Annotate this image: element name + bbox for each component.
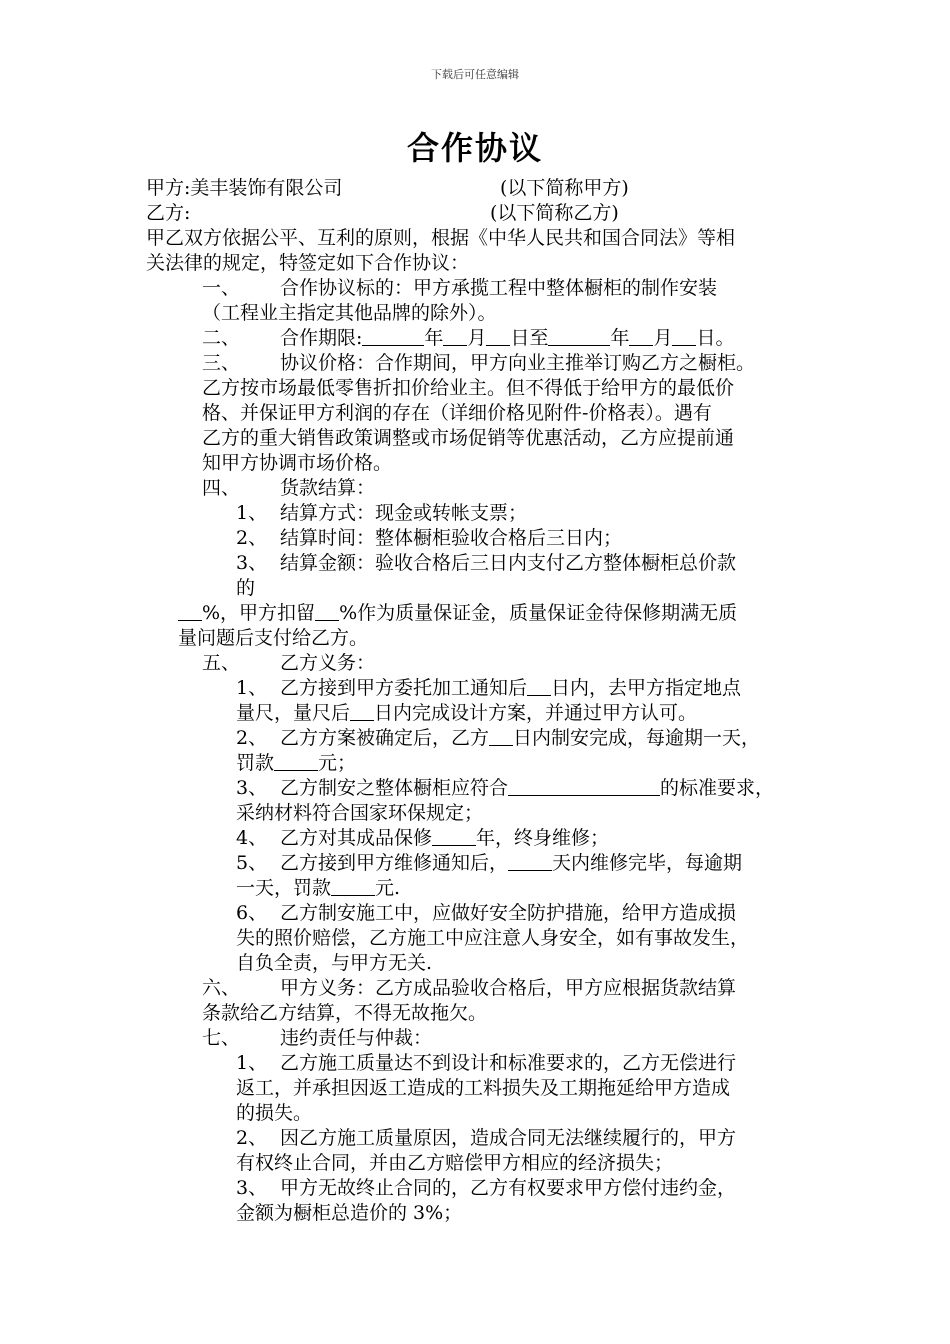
item-text: 量问题后支付给乙方。 [178, 627, 369, 649]
section-text: 格、并保证甲方利润的存在（详细价格见附件-价格表）。遇有 [202, 402, 712, 424]
item-number: 3、 [236, 1177, 268, 1199]
item-text-part: 乙方接到甲方委托加工通知后 [280, 677, 528, 699]
item-text: 甲方无故终止合同的，乙方有权要求甲方偿付违约金， [280, 1177, 737, 1199]
period-text: 月 [467, 327, 487, 349]
item-text-part: 元； [318, 752, 357, 774]
item-text: 失的照价赔偿，乙方施工中应注意人身安全，如有事故发生， [236, 927, 750, 949]
item-text: 结算方式：现金或转帐支票； [280, 502, 528, 524]
item-text-part: 日内制安完成，每逾期一天， [513, 727, 761, 749]
item-text-part: 一天，罚款 [236, 877, 332, 899]
item-text-part: 量尺，量尺后 [236, 702, 351, 724]
section-text: 乙方的重大销售政策调整或市场促销等优惠活动，乙方应提前通 [202, 427, 735, 449]
item-text: 的 [236, 577, 256, 599]
blank-field [527, 677, 551, 696]
party-a-note: (以下简称甲方) [500, 177, 629, 199]
item-number: 1、 [236, 677, 268, 699]
blank-field [331, 877, 375, 896]
item-text-part: 罚款 [236, 752, 275, 774]
item-text [280, 851, 742, 876]
blank-field [508, 852, 552, 871]
item-text: 乙方制安施工中，应做好安全防护措施，给甲方造成损 [280, 902, 737, 924]
item-text: 采纳材料符合国家环保规定； [236, 802, 484, 824]
item-text: 的损失。 [236, 1102, 313, 1124]
section-text: 知甲方协调市场价格。 [202, 452, 393, 474]
item-text-part: 年，终身维修； [476, 827, 610, 849]
item-text: 金额为橱柜总造价的 3%； [236, 1202, 463, 1224]
item-text-part: 乙方接到甲方维修通知后， [280, 852, 509, 874]
section-number: 四、 [202, 477, 241, 499]
blank-field [178, 602, 202, 621]
item-text [280, 826, 609, 851]
item-text: %，甲方扣留 [202, 602, 316, 624]
period-label: 合作期限: [280, 327, 363, 349]
period-text: 年 [610, 327, 630, 349]
period-text: 日至 [510, 327, 549, 349]
blank-field [548, 327, 610, 346]
settlement-amount-line [178, 601, 737, 626]
item-number: 3、 [236, 777, 268, 799]
period-text: 年 [424, 327, 444, 349]
item-text: 结算金额：验收合格后三日内支付乙方整体橱柜总价款 [280, 552, 737, 574]
item-number: 5、 [236, 852, 268, 874]
section-text: 合作协议标的：甲方承揽工程中整体橱柜的制作安装 [280, 277, 718, 299]
document-title: 合作协议 [406, 129, 543, 167]
section-text: 违约责任与仲裁： [280, 1027, 433, 1049]
item-text: 因乙方施工质量原因，造成合同无法继续履行的，甲方 [280, 1127, 737, 1149]
party-b-label: 乙方: [146, 202, 191, 224]
blank-field [315, 602, 339, 621]
blank-field [672, 327, 696, 346]
party-b-note: (以下简称乙方) [490, 202, 619, 224]
item-text: 结算时间：整体橱柜验收合格后三日内； [280, 527, 623, 549]
blank-field [443, 327, 467, 346]
section-number: 二、 [202, 327, 241, 349]
section-number: 三、 [202, 352, 241, 374]
section-text: 乙方义务： [280, 652, 376, 674]
item-text-part: 的标准要求， [660, 777, 775, 799]
item-text-part: 日内完成设计方案，并通过甲方认可。 [374, 702, 698, 724]
item-number: 2、 [236, 1127, 268, 1149]
section-text: 货款结算： [280, 477, 376, 499]
section-number: 五、 [202, 652, 241, 674]
period-text: 日。 [696, 327, 735, 349]
item-text [280, 776, 774, 801]
contract-period-line [280, 326, 735, 351]
item-text-part: 元. [375, 877, 401, 899]
item-text-part: 日内，去甲方指定地点 [551, 677, 742, 699]
item-text [236, 876, 400, 901]
item-text [280, 726, 760, 751]
item-text [280, 676, 741, 701]
section-text: 条款给乙方结算，不得无故拖欠。 [202, 1002, 488, 1024]
section-number: 七、 [202, 1027, 241, 1049]
period-text: 月 [653, 327, 673, 349]
item-text-part: 乙方对其成品保修 [280, 827, 433, 849]
header-note: 下载后可任意编辑 [431, 68, 519, 81]
item-number: 1、 [236, 502, 268, 524]
section-text: 协议价格：合作期间，甲方向业主推举订购乙方之橱柜。 [280, 352, 756, 374]
item-text: 乙方施工质量达不到设计和标准要求的，乙方无偿进行 [280, 1052, 737, 1074]
blank-field [508, 777, 660, 796]
item-text-part: 天内维修完毕，每逾期 [552, 852, 743, 874]
item-text [236, 751, 356, 776]
item-number: 4、 [236, 827, 268, 849]
item-text-part: 乙方制安之整体橱柜应符合 [280, 777, 509, 799]
item-text: %作为质量保证金，质量保证金待保修期满无质 [339, 602, 738, 624]
preamble-line: 关法律的规定，特签定如下合作协议： [146, 252, 470, 274]
item-text: 返工，并承担因返工造成的工料损失及工期拖延给甲方造成 [236, 1077, 731, 1099]
blank-field [274, 752, 318, 771]
blank-field [362, 327, 424, 346]
item-number: 2、 [236, 727, 268, 749]
blank-field [489, 727, 513, 746]
blank-field [629, 327, 653, 346]
item-number: 3、 [236, 552, 268, 574]
blank-field [350, 702, 374, 721]
item-text-part: 乙方方案被确定后，乙方 [280, 727, 490, 749]
item-number: 1、 [236, 1052, 268, 1074]
item-text: 有权终止合同，并由乙方赔偿甲方相应的经济损失； [236, 1152, 674, 1174]
blank-field [432, 827, 476, 846]
item-number: 2、 [236, 527, 268, 549]
section-text: 甲方义务：乙方成品验收合格后，甲方应根据货款结算 [280, 977, 737, 999]
preamble-line: 甲乙双方依据公平、互利的原则，根据《中华人民共和国合同法》等相 [146, 227, 736, 249]
section-text: 乙方按市场最低零售折扣价给业主。但不得低于给甲方的最低价 [202, 377, 735, 399]
section-text: （工程业主指定其他品牌的除外）。 [202, 302, 497, 324]
item-text [236, 701, 697, 726]
item-number: 6、 [236, 902, 268, 924]
section-number: 一、 [202, 277, 241, 299]
party-a-label: 甲方:美丰装饰有限公司 [146, 177, 343, 199]
blank-field [486, 327, 510, 346]
item-text: 自负全责，与甲方无关. [236, 952, 433, 974]
section-number: 六、 [202, 977, 241, 999]
